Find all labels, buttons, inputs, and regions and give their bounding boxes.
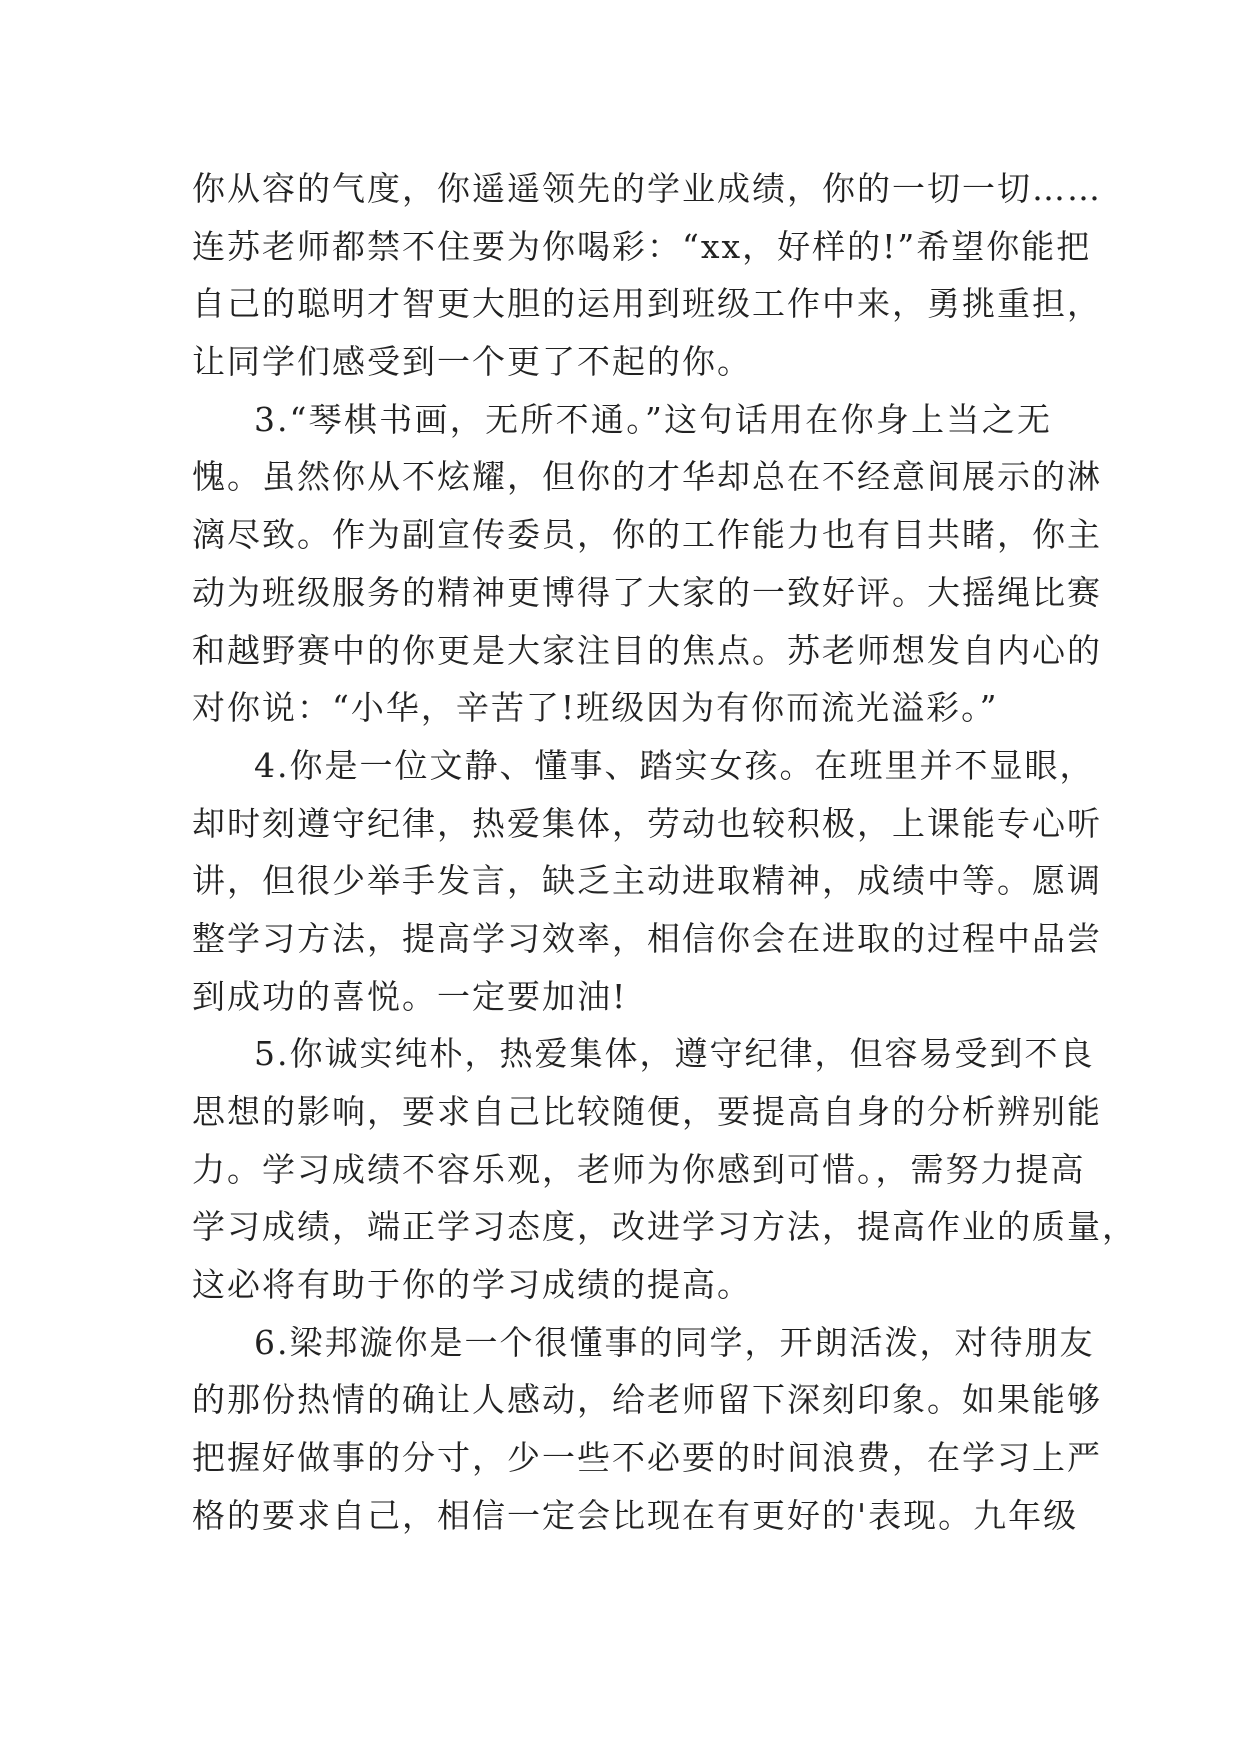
- text-line: 思想的影响，要求自己比较随便，要提高自身的分析辨别能: [192, 1092, 1102, 1131]
- text-line: 力。学习成绩不容乐观，老师为你感到可惜。，需努力提高: [192, 1149, 1086, 1189]
- text-line: 这必将有助于你的学习成绩的提高。: [192, 1265, 752, 1305]
- text-line: 格的要求自己，相信一定会比现在有更好的'表现。九年级: [192, 1495, 1079, 1535]
- text-line: 自己的聪明才智更大胆的运用到班级工作中来，勇挑重担，: [192, 284, 1102, 324]
- text-line: 讲，但很少举手发言，缺乏主动进取精神，成绩中等。愿调: [192, 861, 1102, 901]
- text-line: 连苏老师都禁不住要为你喝彩：“xx，好样的!”希望你能把: [192, 226, 1092, 266]
- text-line: 把握好做事的分寸，少一些不必要的时间浪费，在学习上严: [192, 1438, 1102, 1478]
- text-line: 对你说：“小华，辛苦了!班级因为有你而流光溢彩。”: [192, 688, 999, 728]
- paragraph-start-line: 3.“琴棋书画，无所不通。”这句话用在你身上当之无: [254, 399, 1052, 439]
- document-body: [192, 160, 1137, 1545]
- text-line: 到成功的喜悦。一定要加油!: [192, 976, 628, 1016]
- text-line: 愧。虽然你从不炫耀，但你的才华却总在不经意间展示的淋: [192, 457, 1102, 497]
- text-line: 的那份热情的确让人感动，给老师留下深刻印象。如果能够: [192, 1380, 1102, 1420]
- paragraph-start-line: 4.你是一位文静、懂事、踏实女孩。在班里并不显眼，: [254, 745, 1095, 785]
- text-line: 漓尽致。作为副宣传委员，你的工作能力也有目共睹，你主: [192, 515, 1102, 555]
- text-line: 整学习方法，提高学习效率，相信你会在进取的过程中品尝: [192, 918, 1102, 958]
- paragraph-start-line: 6.梁邦漩你是一个很懂事的同学，开朗活泼，对待朋友: [254, 1322, 1095, 1362]
- text-line: 却时刻遵守纪律，热爱集体，劳动也较积极，上课能专心听: [192, 803, 1102, 843]
- text-line: 让同学们感受到一个更了不起的你。: [192, 342, 752, 382]
- text-line: 你从容的气度，你遥遥领先的学业成绩，你的一切一切……: [192, 169, 1102, 208]
- text-line: 和越野赛中的你更是大家注目的焦点。苏老师想发自内心的: [192, 630, 1102, 670]
- text-line: 动为班级服务的精神更博得了大家的一致好评。大摇绳比赛: [192, 572, 1102, 612]
- paragraph-start-line: 5.你诚实纯朴，热爱集体，遵守纪律，但容易受到不良: [254, 1034, 1095, 1074]
- text-line: 学习成绩，端正学习态度，改进学习方法，提高作业的质量，: [192, 1207, 1137, 1247]
